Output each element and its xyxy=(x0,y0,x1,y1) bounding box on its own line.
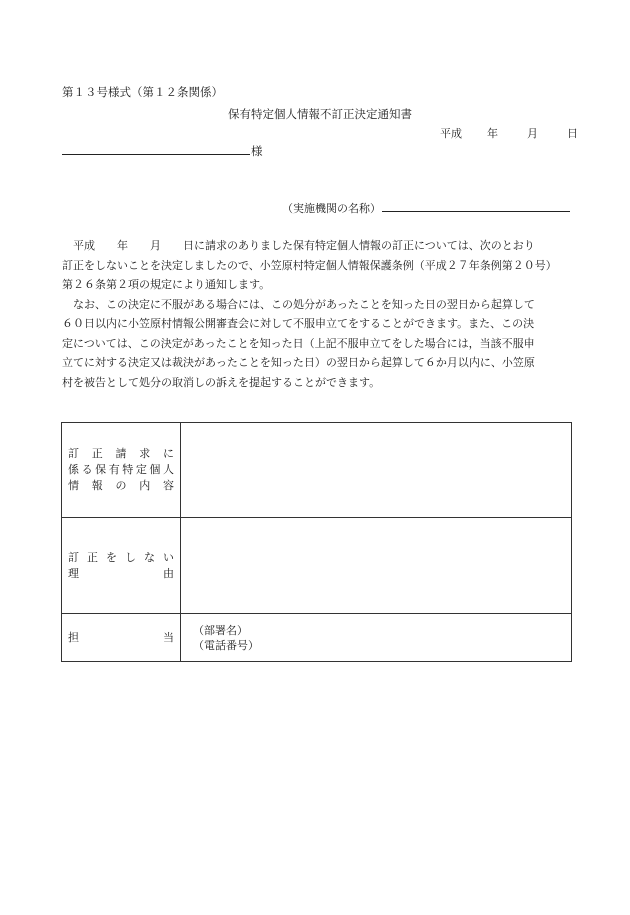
label-char: 保 xyxy=(95,463,107,476)
correction-request-label xyxy=(62,423,181,518)
document-title: 保有特定個人情報不訂正決定通知書 xyxy=(228,107,412,121)
label-char: を xyxy=(106,550,117,564)
body-line: 定については、この決定があったことを知った日（上記不服申立てをした場合には，当該不服申 xyxy=(62,336,535,350)
body-line: ６０日以内に小笠原村情報公開審査会に対して不服申立てをすることができます。また、この決 xyxy=(62,317,535,330)
label-char: 担 xyxy=(68,630,79,644)
label-char: 係 xyxy=(68,463,79,476)
date-year: 年 xyxy=(487,127,498,140)
date-line xyxy=(440,125,578,141)
contact-value[interactable] xyxy=(181,614,572,662)
label-char: る xyxy=(81,463,93,476)
label-char: 訂 xyxy=(68,550,79,564)
label-char: 内 xyxy=(139,479,151,492)
contact-label xyxy=(62,614,181,662)
label-char: の xyxy=(115,479,127,492)
agency-label: （実施機関の名称） xyxy=(282,202,381,215)
label-char: 正 xyxy=(87,550,98,564)
label-char: 人 xyxy=(162,463,174,476)
label-char: 個 xyxy=(149,463,161,476)
label-char: 報 xyxy=(91,479,103,492)
reason-label xyxy=(62,518,181,614)
label-char: 求 xyxy=(139,447,151,460)
label-line xyxy=(62,446,180,462)
form-number: 第１３号様式（第１２条関係） xyxy=(62,85,223,99)
label-line xyxy=(62,630,180,646)
notice-body xyxy=(62,236,574,392)
label-char: し xyxy=(125,550,136,564)
body-line: 平成 年 月 日に請求のありました保有特定個人情報の訂正については、次のとおり xyxy=(62,239,535,252)
recipient-name-line xyxy=(62,154,250,155)
label-char: 請 xyxy=(115,447,127,460)
table-row xyxy=(62,423,572,518)
label-char: 由 xyxy=(163,566,174,580)
label-char: 特 xyxy=(122,463,134,476)
reason-value[interactable] xyxy=(181,518,572,614)
label-char: 理 xyxy=(68,566,79,580)
label-line xyxy=(62,478,180,494)
table-row xyxy=(62,614,572,662)
label-char: 訂 xyxy=(68,447,79,460)
contact-phone: （電話番号） xyxy=(193,638,259,652)
agency-name-line xyxy=(382,211,570,212)
body-line: なお、この決定に不服がある場合には、この処分があったことを知った日の翌日から起算して xyxy=(62,297,535,311)
label-char: 当 xyxy=(163,630,174,644)
label-char: い xyxy=(163,550,174,564)
label-char: 情 xyxy=(68,479,79,492)
label-char: な xyxy=(144,550,155,564)
label-char: に xyxy=(163,447,174,460)
info-table xyxy=(61,422,572,662)
body-line: 訂正をしないことを決定しましたので、小笠原村特定個人情報保護条例（平成２７年条例第２０号） xyxy=(62,258,557,272)
contact-department: （部署名） xyxy=(193,623,248,637)
label-char: 有 xyxy=(108,463,120,476)
label-line xyxy=(62,462,180,478)
correction-request-value[interactable] xyxy=(181,423,572,518)
label-char: 容 xyxy=(163,479,174,492)
body-line: 立てに対する決定又は裁決があったことを知った日）の翌日から起算して６か月以内に、小笠原 xyxy=(62,356,535,369)
date-era: 平成 xyxy=(440,127,462,140)
label-line xyxy=(62,550,180,566)
date-month: 月 xyxy=(527,127,538,140)
label-char: 正 xyxy=(91,447,103,460)
table-row xyxy=(62,518,572,614)
date-day: 日 xyxy=(567,127,578,140)
recipient-suffix: 様 xyxy=(251,144,263,158)
label-line xyxy=(62,566,180,582)
body-line: 村を被告として処分の取消しの訴えを提起することができます。 xyxy=(62,375,381,389)
label-char: 定 xyxy=(135,463,147,476)
body-line: 第２６条第２項の規定により通知します。 xyxy=(62,278,271,291)
